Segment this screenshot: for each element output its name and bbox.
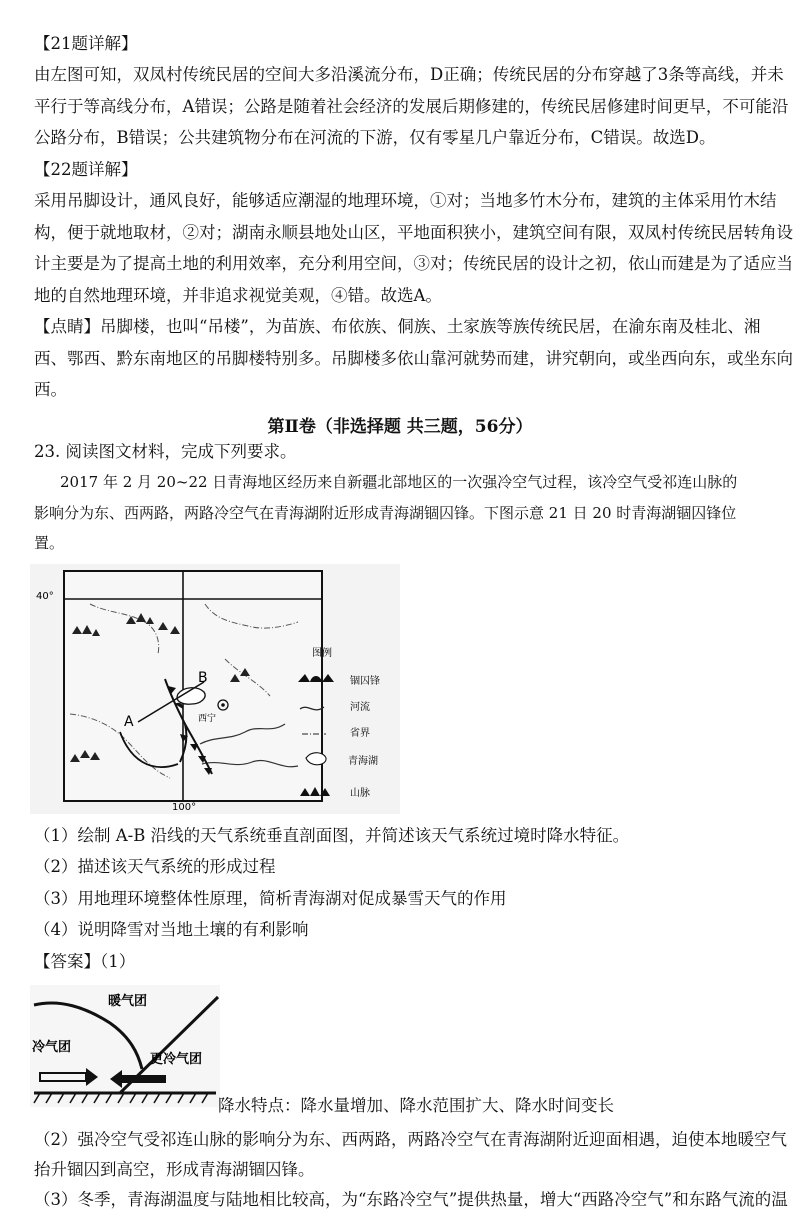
section-title: 第Ⅱ卷（非选择题 共三题，56分） xyxy=(267,417,533,437)
legend-mountain-label: 山脉 xyxy=(350,788,370,799)
q21-line-3: 公路分布，B错误；公共建筑物分布在河流的下游，仅有零星几户靠近分布，C错误。故选D。 xyxy=(34,128,716,147)
q21-line-2: 平行于等高线分布，A错误；公路是随着社会经济的发展后期修建的，传统民居修建时间更早，不可能沿 xyxy=(34,97,789,116)
answer-2-line-2: 抬升锢囚到高空，形成青海湖锢囚锋。 xyxy=(34,1160,315,1179)
q23-material-1: 2017 年 2 月 20~22 日青海地区经历来自新疆北部地区的一次强冷空气过程，该冷空气受祁连山脉的 xyxy=(60,473,738,491)
q23-material-2: 影响分为东、西两路，两路冷空气在青海湖附近形成青海湖锢囚锋。下图示意 21 日 20 时青海湖锢囚锋位 xyxy=(34,504,737,522)
q23-stem: 23. 阅读图文材料，完成下列要求。 xyxy=(34,442,297,461)
occluded-front-map xyxy=(30,564,400,814)
q22-line-3: 计主要是为了提高土地的利用效率，充分利用空间，③对；传统民居的设计之初，依山而建是为了适应当 xyxy=(34,254,793,273)
city-label: 西宁 xyxy=(198,714,217,724)
legend-river-label: 河流 xyxy=(350,702,370,713)
answer-label: 【答案】（1） xyxy=(34,952,136,971)
lon-label: 100° xyxy=(172,802,197,813)
legend-lake-icon xyxy=(306,753,326,765)
arrow-west xyxy=(122,1075,166,1083)
q22-header: 【22题详解】 xyxy=(34,160,138,179)
q22-line-4: 地的自然地理环境，并非追求视觉美观，④错。故选A。 xyxy=(34,286,442,305)
warm-air-label: 暖气团 xyxy=(108,994,148,1009)
legend-front-label: 锢囚锋 xyxy=(350,676,380,687)
cold-air-label: 冷气团 xyxy=(32,1040,72,1055)
legend-lake-label: 青海湖 xyxy=(348,756,378,767)
q23-question-4: （4）说明降雪对当地土壤的有利影响 xyxy=(34,920,309,939)
lat-label: 40° xyxy=(36,591,54,602)
q23-question-1: （1）绘制 A-B 沿线的天气系统垂直剖面图，并简述该天气系统过境时降水特征。 xyxy=(34,826,630,845)
dianjing-line-2: 西、鄂西、黔东南地区的吊脚楼特别多。吊脚楼多依山靠河就势而建，讲究朝向，或坐西向东，或坐东向 xyxy=(34,349,793,368)
legend-border-label: 省界 xyxy=(350,728,370,739)
q22-line-2: 构，便于就地取材，②对；湖南永顺县地处山区，平地面积狭小，建筑空间有限，双凤村传统民居转角设 xyxy=(34,223,793,242)
q21-header: 【21题详解】 xyxy=(34,34,138,53)
answer-2-line-1: （2）强冷空气受祁连山脉的影响分为东、西两路，两路冷空气在青海湖附近迎面相遇，迫使本地暖空气 xyxy=(34,1130,787,1149)
cross-section-diagram xyxy=(30,985,220,1107)
dianjing-line-3: 西。 xyxy=(34,380,67,399)
answer-3-line-1: （3）冬季，青海湖温度与陆地相比较高，为“东路冷空气”提供热量，增大“西路冷空气”和东路气流的温 xyxy=(34,1190,788,1209)
q23-question-2: （2）描述该天气系统的形成过程 xyxy=(34,857,276,876)
q23-material-3: 置。 xyxy=(34,534,65,552)
label-b: B xyxy=(198,670,208,686)
precip-feature: 降水特点：降水量增加、降水范围扩大、降水时间变长 xyxy=(218,1096,614,1115)
colder-air-label: 更冷气团 xyxy=(150,1052,203,1067)
q23-question-3: （3）用地理环境整体性原理，简析青海湖对促成暴雪天气的作用 xyxy=(34,889,507,908)
label-a: A xyxy=(124,714,134,730)
q22-line-1: 采用吊脚设计，通风良好，能够适应潮湿的地理环境，①对；当地多竹木分布，建筑的主体采用竹木结 xyxy=(34,191,777,210)
map-frame xyxy=(64,571,322,801)
dianjing-line-1: 【点睛】吊脚楼，也叫“吊楼”，为苗族、布依族、侗族、土家族等族传统民居，在渝东南及桂北、湘 xyxy=(34,317,761,336)
legend-title: 图例 xyxy=(312,648,332,659)
q21-line-1: 由左图可知，双凤村传统民居的空间大多沿溪流分布，D正确；传统民居的分布穿越了3条等高线，并未 xyxy=(34,65,784,84)
